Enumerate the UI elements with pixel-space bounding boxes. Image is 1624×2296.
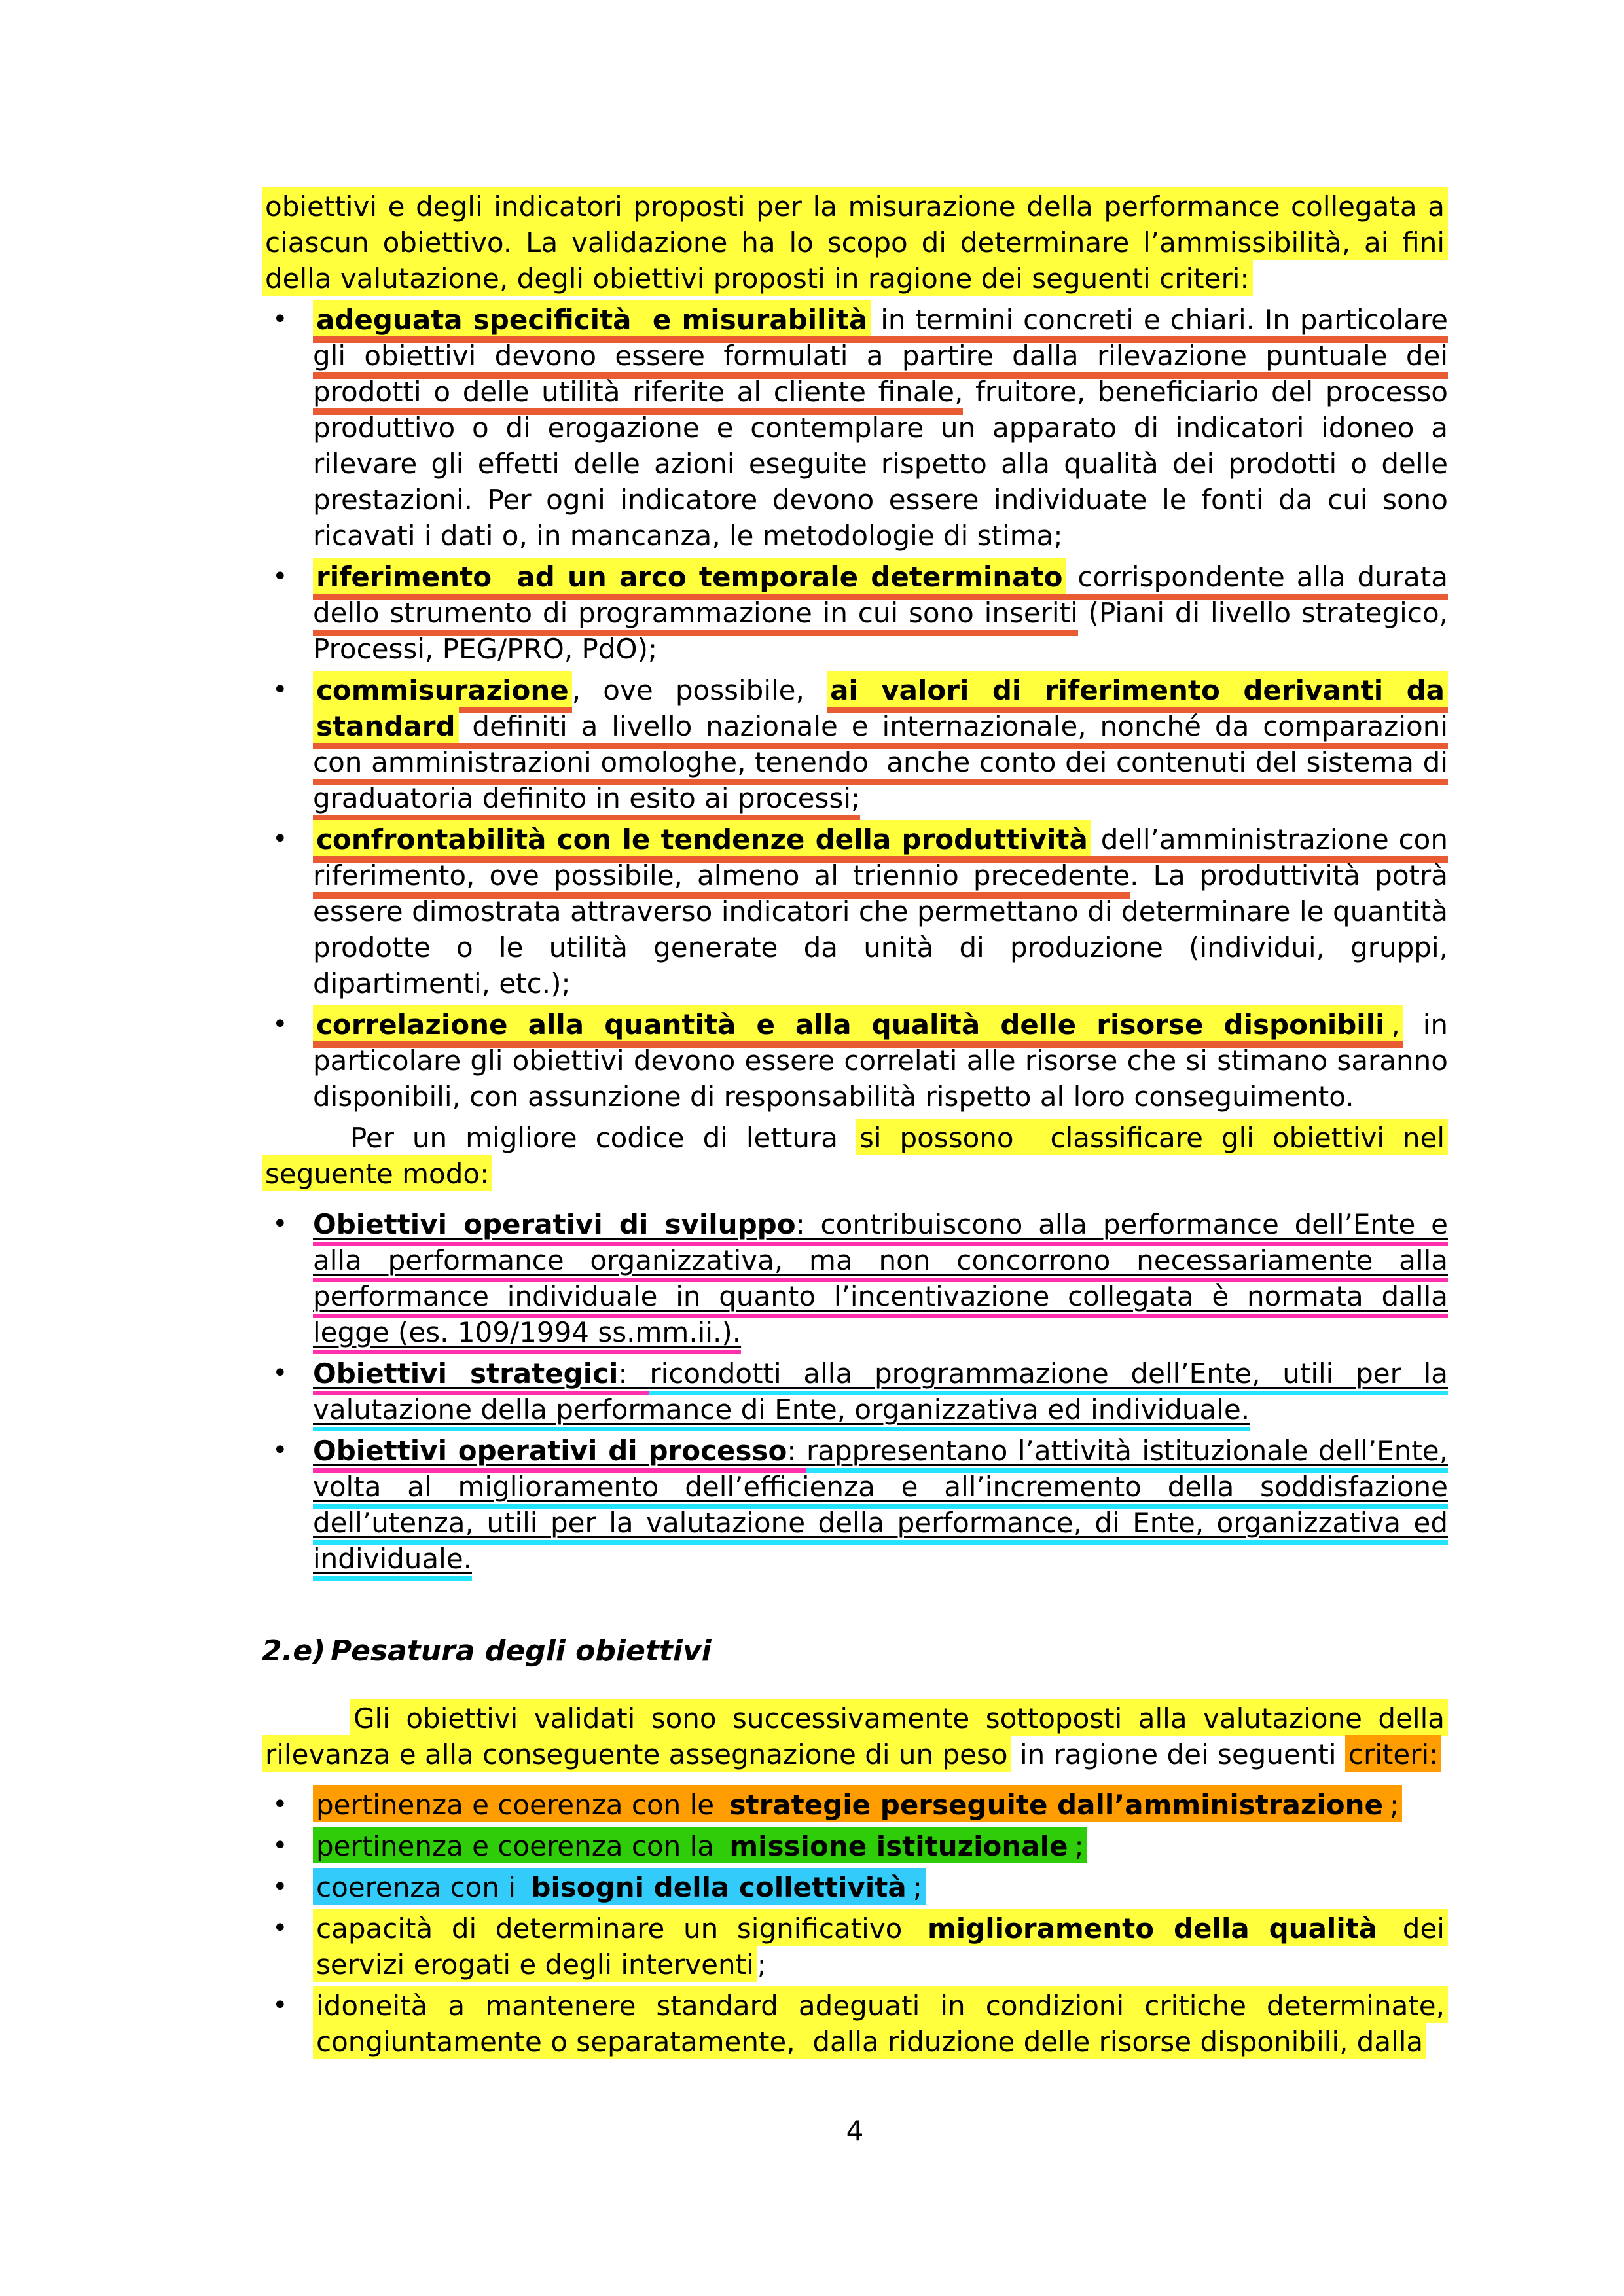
page-number: 4 <box>846 2115 864 2147</box>
text-run: Obiettivi operativi di sviluppo <box>313 1208 796 1246</box>
text-run: missione istituzionale <box>726 1827 1071 1863</box>
bullet-icon: • <box>272 1789 288 1820</box>
heading-number: 2.e) <box>262 1634 326 1668</box>
text-run: : <box>787 1435 806 1473</box>
text-run: in termini concreti e chiari. In particolare gli obiettivi devono essere formulati a partire dalla rilevazione puntuale dei prodotti o delle utilità riferite al cliente finale, <box>313 304 1448 415</box>
bullet-item <box>262 1007 1448 1115</box>
text-run: miglioramento della qualità <box>924 1909 1380 1946</box>
text-run: : <box>618 1357 649 1395</box>
bullet-item <box>262 1828 1448 1864</box>
paragraph <box>262 1120 1448 1192</box>
text-run: idoneità a mantenere standard adeguati in condizioni critiche determinate, congiuntamente o separatamente, dalla riduzione delle risorse disponibili, dalla <box>313 1986 1448 2059</box>
text-run: . La produttività potrà essere dimostrata attraverso indicatori che permettano di determinare le quantità prodotte o le utilità generate da unità di produzione (individui, gruppi, dipartimenti, etc.); <box>313 859 1448 999</box>
text-run: obiettivi e degli indicatori proposti per la misurazione della performance collegata a ciascun obiettivo. La validazione ha lo scopo di determinare l’ammissibilità, ai fini della valutazione, degli obiettivi proposti in ragione dei seguenti criteri: <box>262 187 1448 296</box>
bullet-icon: • <box>272 1009 288 1039</box>
bullet-item <box>262 1787 1448 1823</box>
text-run: ; <box>1386 1785 1402 1822</box>
bullet-item <box>262 1355 1448 1427</box>
text-run: bisogni della collettività <box>528 1868 909 1905</box>
heading-text: Pesatura degli obiettivi <box>331 1634 712 1668</box>
text-run: , ove possibile, <box>571 674 827 706</box>
bullet-icon: • <box>272 562 288 592</box>
bullet-icon: • <box>272 1990 288 2020</box>
text-run: pertinenza e coerenza con le <box>313 1785 727 1822</box>
bullet-icon: • <box>272 1435 288 1465</box>
text-run: : contribuiscono alla performance dell’Ente e alla performance organizzativa, ma non concorrono necessariamente alla performance individuale in quanto l’incentivazione collegata è normata dalla legge (es. 109/1994 ss.mm.ii.). <box>313 1208 1448 1354</box>
text-run: coerenza con i <box>313 1868 528 1905</box>
text-run: ; <box>910 1868 926 1905</box>
text-run: (Piani di livello strategico, Processi, PEG/PRO, PdO); <box>313 597 1448 665</box>
bullet-icon: • <box>272 675 288 705</box>
text-run: confrontabilità con le tendenze della produttività <box>313 820 1091 863</box>
bullet-item <box>262 821 1448 1001</box>
bullet-icon: • <box>272 304 288 334</box>
text-run: dei servizi erogati e degli interventi <box>313 1909 1448 1982</box>
bullet-item <box>262 672 1448 816</box>
bullet-item <box>262 1206 1448 1350</box>
bullet-icon: • <box>272 1358 288 1388</box>
bullet-icon: • <box>272 1209 288 1239</box>
text-run: ; <box>1071 1827 1087 1863</box>
text-run: rappresentano l’attività istituzionale dell’Ente, volta al miglioramento dell’efficienza e all’incremento della soddisfazione dell’utenza, utili per la valutazione della performance, di Ente, organizzativa ed individuale. <box>313 1435 1448 1581</box>
paragraph <box>262 188 1448 296</box>
text-run: strategie perseguite dall’amministrazione <box>727 1785 1386 1822</box>
text-run: in ragione dei seguenti <box>1011 1738 1345 1770</box>
text-run: riferimento ad un arco temporale determinato <box>313 558 1066 600</box>
text-run: fruitore, beneficiario del processo produttivo o di erogazione e contemplare un apparato di indicatori idoneo a rilevare gli effetti delle azioni eseguite rispetto alla qualità dei prodotti o delle prestazioni. Per ogni indicatore devono essere individuate le fonti da cui sono ricavati i dati o, in mancanza, le metodologie di stima; <box>313 376 1449 552</box>
bullet-item <box>262 559 1448 667</box>
text-run: in particolare gli obiettivi devono essere correlati alle risorse che si stimano saranno disponibili, con assunzione di responsabilità rispetto al loro conseguimento. <box>313 1009 1449 1113</box>
text-run: capacità di determinare un significativo <box>313 1909 924 1946</box>
text-run: corrispondente alla durata dello strumento di programmazione in cui sono inseriti <box>313 561 1448 636</box>
text-run: ai valori di riferimento derivanti da standard <box>313 671 1448 749</box>
text-run: , <box>1388 1005 1403 1048</box>
text-run: definiti a livello nazionale e internazionale, nonché da comparazioni con amministrazioni omologhe, tenendo anche conto dei contenuti del sistema di graduatoria definito in esito ai processi; <box>313 710 1448 821</box>
text-run: Gli obiettivi validati sono successivamente sottoposti alla valutazione della rilevanza e alla conseguente assegnazione di un peso <box>262 1699 1448 1772</box>
bullet-item <box>262 1433 1448 1577</box>
bullet-item <box>262 1910 1448 1982</box>
text-run: correlazione alla quantità e alla qualità delle risorse disponibili <box>313 1005 1388 1048</box>
text-run: ricondotti alla programmazione dell’Ente, utili per la valutazione della performance di Ente, organizzativa ed individuale. <box>313 1357 1448 1431</box>
text-run: si possono classificare gli obiettivi nel seguente modo: <box>262 1119 1448 1191</box>
bullet-item <box>262 1869 1448 1905</box>
paragraph <box>262 1700 1448 1772</box>
text-run: dell’amministrazione con riferimento, ove possibile, almeno al triennio precedente <box>313 823 1448 899</box>
text-run: ; <box>757 1948 767 1981</box>
text-run: adeguata specificità e misurabilità <box>313 300 871 343</box>
text-run: Obiettivi operativi di processo <box>313 1435 787 1473</box>
section-heading <box>262 1633 1448 1669</box>
text-run: commisurazione <box>313 671 572 713</box>
bullet-item <box>262 1988 1448 2060</box>
bullet-icon: • <box>272 1872 288 1902</box>
text-run: Per un migliore codice di lettura <box>350 1122 856 1154</box>
document-content <box>262 188 1448 2065</box>
bullet-item <box>262 302 1448 554</box>
text-run: criteri: <box>1345 1735 1441 1772</box>
bullet-icon: • <box>272 1831 288 1861</box>
bullet-icon: • <box>272 824 288 854</box>
text-run: pertinenza e coerenza con la <box>313 1827 726 1863</box>
text-run: Obiettivi strategici <box>313 1357 618 1395</box>
bullet-icon: • <box>272 1913 288 1943</box>
